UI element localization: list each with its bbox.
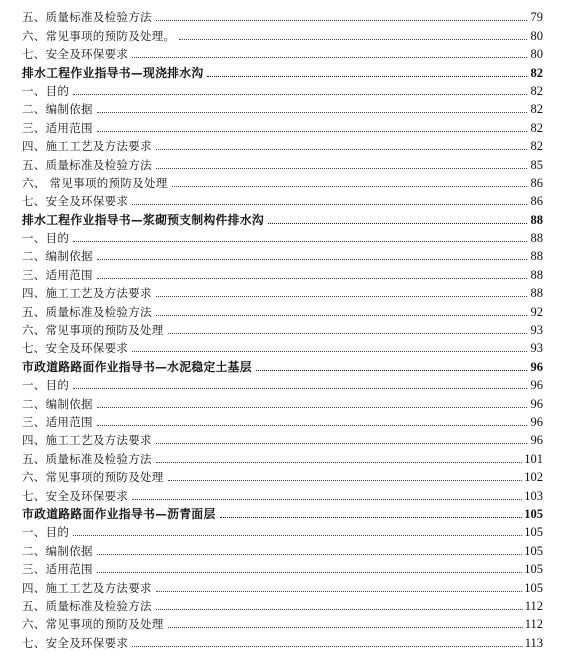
toc-page-number: 102 [524,470,543,485]
dot-leader [156,20,527,21]
toc-entry[interactable] [22,539,543,557]
dot-leader [97,112,527,113]
dot-leader [156,609,523,610]
dot-leader [73,388,527,389]
toc-entry-title: 三、适用范围 [22,562,93,577]
toc-page-number: 80 [530,47,543,62]
toc-entry[interactable] [22,153,543,171]
toc-entry-title: 五、质量标准及检验方法 [22,157,152,172]
dot-leader [97,554,522,555]
toc-entry[interactable] [22,613,543,631]
dot-leader [97,131,527,132]
toc-entry[interactable] [22,337,543,355]
toc-entry-title: 三、适用范围 [22,414,93,429]
toc-page-number: 112 [524,598,543,613]
toc-entry-title: 六、常见事项的预防及处理 [22,323,164,338]
toc-page-number: 101 [524,451,543,466]
toc-entry-title: 五、质量标准及检验方法 [22,10,152,25]
toc-entry[interactable] [22,447,543,465]
toc-entry-title: 二、编制依据 [22,249,93,264]
toc-page-number: 96 [530,359,543,374]
dot-leader [268,223,527,224]
dot-leader [73,535,522,536]
toc-page-number: 96 [530,378,543,393]
dot-leader [168,627,523,628]
toc-entry-title: 七、安全及环保要求 [22,194,129,209]
toc-entry-title: 六、常见事项的预防及处理。 [22,28,176,43]
dot-leader [156,296,527,297]
toc-section-heading[interactable] [22,355,543,373]
toc-entry[interactable] [22,300,543,318]
toc-entry-title: 一、目的 [22,231,70,246]
toc-entry[interactable] [22,245,543,263]
dot-leader [156,443,527,444]
toc-entry[interactable] [22,631,543,649]
toc-page-number: 86 [530,194,543,209]
toc-entry[interactable] [22,521,543,539]
dot-leader [172,186,527,187]
dot-leader [132,351,527,352]
dot-leader [168,333,527,334]
dot-leader [73,94,527,95]
toc-entry-title: 市政道路路面作业指导书—水泥稳定土基层 [22,359,252,374]
toc-entry[interactable] [22,24,543,42]
toc-entry[interactable] [22,392,543,410]
toc-entry[interactable] [22,6,543,24]
dot-leader [156,149,527,150]
toc-page-number: 105 [524,506,543,521]
toc-entry-title: 六、常见事项的预防及处理 [22,617,164,632]
toc-page-number: 88 [530,231,543,246]
toc-page-number: 105 [524,543,543,558]
toc-page-number: 82 [530,65,543,80]
toc-page-number: 80 [530,28,543,43]
toc-entry-title: 五、质量标准及检验方法 [22,451,152,466]
toc-entry[interactable] [22,484,543,502]
toc-entry[interactable] [22,595,543,613]
dot-leader [97,278,527,279]
toc-entry[interactable] [22,558,543,576]
toc-entry-title: 五、质量标准及检验方法 [22,598,152,613]
dot-leader [179,39,527,40]
toc-page-number: 105 [524,562,543,577]
toc-entry[interactable] [22,319,543,337]
dot-leader [97,425,527,426]
toc-entry[interactable] [22,374,543,392]
toc-page-number: 93 [530,341,543,356]
toc-page-number: 105 [524,525,543,540]
toc-entry-title: 七、安全及环保要求 [22,47,129,62]
toc-entry-title: 二、编制依据 [22,543,93,558]
dot-leader [156,462,522,463]
dot-leader [97,407,527,408]
toc-page-number: 113 [524,635,543,650]
toc-entry[interactable] [22,190,543,208]
dot-leader [132,204,527,205]
toc-section-heading[interactable] [22,61,543,79]
toc-entry-title: 六、 常见事项的预防及处理 [22,175,168,190]
toc-entry-title: 三、适用范围 [22,120,93,135]
dot-leader [207,76,527,77]
toc-page-number: 82 [530,139,543,154]
toc-entry[interactable] [22,576,543,594]
toc-page-number: 88 [530,286,543,301]
toc-entry[interactable] [22,466,543,484]
toc-section-heading[interactable] [22,208,543,226]
dot-leader [97,572,522,573]
toc-entry-title: 排水工程作业指导书—浆砌预支制构件排水沟 [22,212,264,227]
toc-entry-title: 二、编制依据 [22,102,93,117]
toc-entry-title: 一、目的 [22,83,70,98]
toc-page-number: 86 [530,175,543,190]
dot-leader [156,591,522,592]
toc-entry-title: 四、施工工艺及方法要求 [22,286,152,301]
toc-page-number: 82 [530,102,543,117]
toc-entry[interactable] [22,116,543,134]
toc-entry-title: 七、安全及环保要求 [22,635,129,650]
toc-page-number: 79 [530,10,543,25]
toc-entry-title: 二、编制依据 [22,396,93,411]
toc-entry-title: 三、适用范围 [22,267,93,282]
toc-section-heading[interactable] [22,503,543,521]
toc-entry-title: 排水工程作业指导书—现浇排水沟 [22,65,204,80]
toc-page-number: 103 [524,488,543,503]
toc-page-number: 88 [530,249,543,264]
toc-entry-title: 五、质量标准及检验方法 [22,304,152,319]
toc-page-number: 88 [530,212,543,227]
toc-entry[interactable] [22,282,543,300]
toc-entry[interactable] [22,227,543,245]
toc-entry[interactable] [22,43,543,61]
toc-page-number: 82 [530,120,543,135]
dot-leader [132,499,522,500]
toc-page-number: 96 [530,414,543,429]
toc-page-number: 96 [530,396,543,411]
toc-entry[interactable] [22,80,543,98]
toc-entry-title: 四、施工工艺及方法要求 [22,139,152,154]
dot-leader [156,315,527,316]
toc-entry-title: 六、常见事项的预防及处理 [22,470,164,485]
toc-page-number: 92 [530,304,543,319]
toc-entry-title: 市政道路路面作业指导书—沥青面层 [22,506,216,521]
toc-entry-title: 七、安全及环保要求 [22,488,129,503]
dot-leader [132,57,527,58]
toc-page-number: 105 [524,580,543,595]
dot-leader [97,259,527,260]
toc-entry[interactable] [22,429,543,447]
toc-page-number: 112 [524,617,543,632]
toc-entry-title: 一、目的 [22,378,70,393]
toc-page-number: 93 [530,323,543,338]
dot-leader [220,517,523,518]
toc-entry[interactable] [22,172,543,190]
toc-page-number: 85 [530,157,543,172]
dot-leader [73,241,527,242]
dot-leader [256,370,527,371]
toc-page-number: 88 [530,267,543,282]
toc-entry[interactable] [22,263,543,281]
toc-entry-title: 四、施工工艺及方法要求 [22,580,152,595]
toc-entry[interactable] [22,98,543,116]
toc-page-number: 96 [530,433,543,448]
toc-entry-title: 四、施工工艺及方法要求 [22,433,152,448]
toc-entry-title: 七、安全及环保要求 [22,341,129,356]
dot-leader [168,480,523,481]
toc-entry[interactable] [22,135,543,153]
toc-entry[interactable] [22,411,543,429]
toc-page-number: 82 [530,83,543,98]
toc-entry-title: 一、目的 [22,525,70,540]
dot-leader [132,646,523,647]
dot-leader [156,168,527,169]
